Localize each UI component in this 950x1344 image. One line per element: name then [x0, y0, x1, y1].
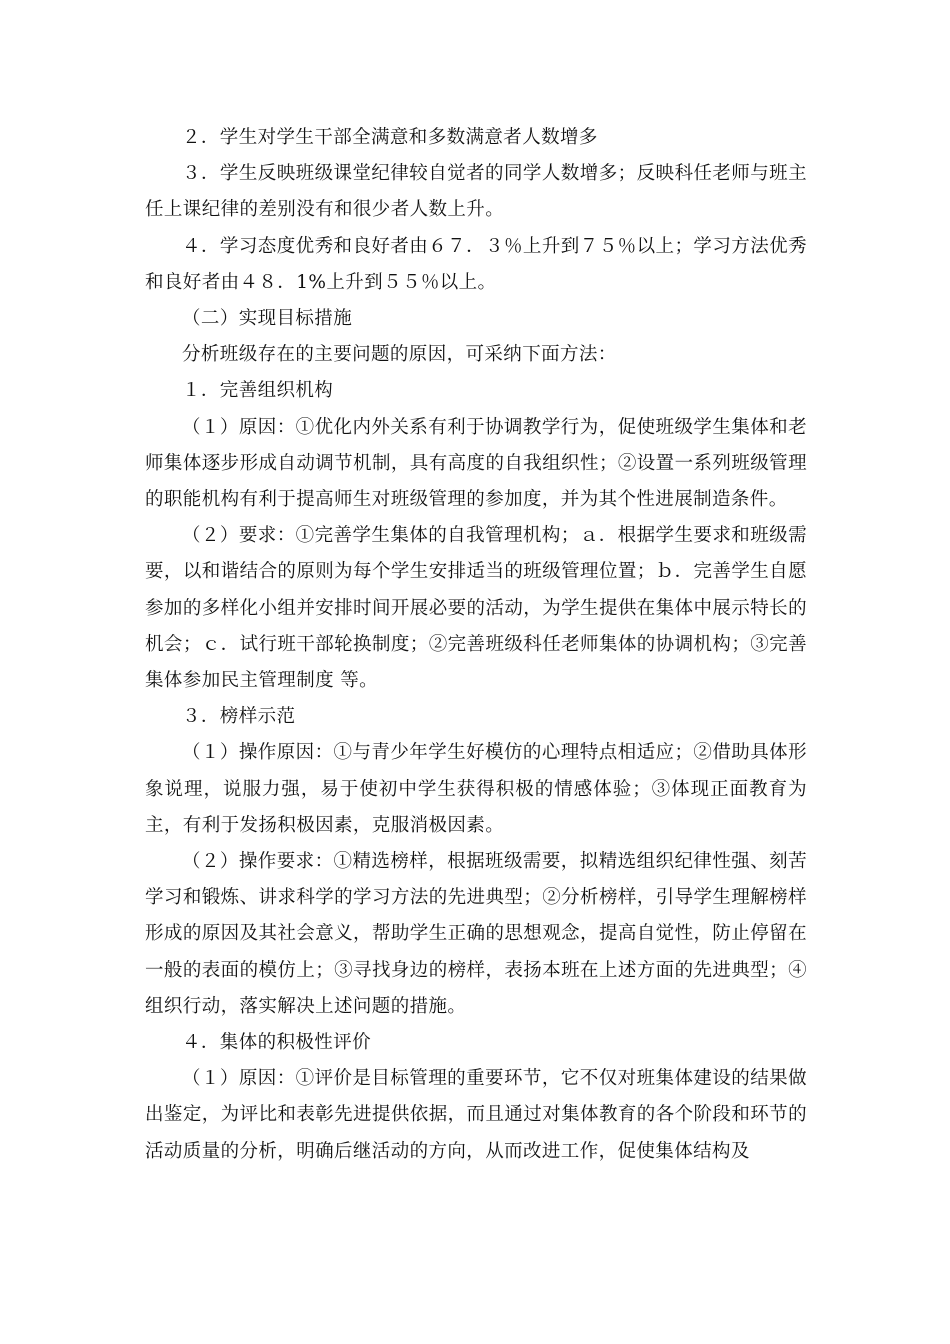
section-heading-measures: （二）实现目标措施 [182, 308, 353, 330]
paragraph-goal-2: ２．学生对学生干部全满意和多数满意者人数增多 [182, 127, 598, 148]
paragraph-goal-4: ４．学习态度优秀和良好者由６７．３％上升到７５％以上；学习方法优秀和良好者由４８．1%上升到５５％以上。 [145, 235, 807, 293]
heading-collective-evaluation: ４．集体的积极性评价 [182, 1032, 372, 1054]
paragraph-intro-methods: 分析班级存在的主要问题的原因，可采纳下面方法： [182, 344, 617, 366]
heading-organization: １．完善组织机构 [182, 380, 334, 402]
document-body [145, 120, 807, 1170]
heading-role-model: ３．榜样示范 [182, 706, 296, 728]
paragraph-role-model-requirements: （２）操作要求：①精选榜样，根据班级需要，拟精选组织纪律性强、刻苦学习和锻炼、讲求科学的学习方法的先进典型；②分析榜样，引导学生理解榜样形成的原因及其社会意义，帮助学生正确的思想观念，提高自觉性，防止停留在一般的表面的模仿上；③寻找身边的榜样，表扬本班在上述方面的先进典型；④组织行动，落实解决上述问题的措施。 [145, 851, 807, 1017]
paragraph-goal-3: ３．学生反映班级课堂纪律较自觉者的同学人数增多；反映科任老师与班主任上课纪律的差别没有和很少者人数上升。 [145, 163, 807, 221]
paragraph-role-model-reason: （１）操作原因：①与青少年学生好模仿的心理特点相适应；②借助具体形象说理，说服力强，易于使初中学生获得积极的情感体验；③体现正面教育为主，有利于发扬积极因素，克服消极因素。 [145, 742, 807, 836]
paragraph-organization-reason: （１）原因：①优化内外关系有利于协调教学行为，促使班级学生集体和老师集体逐步形成自动调节机制，具有高度的自我组织性；②设置一系列班级管理的职能机构有利于提高师生对班级管理的参加度，并为其个性进展制造条件。 [145, 416, 807, 511]
paragraph-organization-requirements: （２）要求：①完善学生集体的自我管理机构；ａ．根据学生要求和班级需要，以和谐结合的原则为每个学生安排适当的班级管理位置；ｂ．完善学生自愿参加的多样化小组并安排时间开展必要的活动，为学生提供在集体中展示特长的机会；ｃ．试行班干部轮换制度；②完善班级科任老师集体的协调机构；③完善集体参加民主管理制度 等。 [145, 525, 807, 692]
paragraph-evaluation-reason: （１）原因：①评价是目标管理的重要环节，它不仅对班集体建设的结果做出鉴定，为评比和表彰先进提供依据，而且通过对集体教育的各个阶段和环节的活动质量的分析，明确后继活动的方向，从而改进工作，促使集体结构及 [145, 1068, 807, 1162]
